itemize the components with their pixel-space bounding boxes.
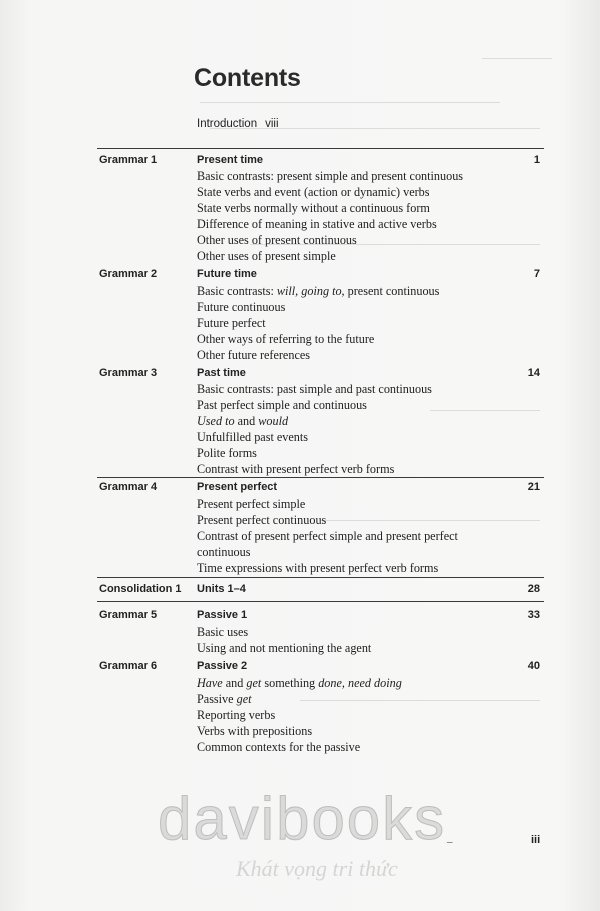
italic-text: would	[258, 414, 289, 428]
item-text: Verbs with prepositions	[197, 724, 313, 738]
section-page: 1	[533, 154, 540, 166]
show-through-line	[430, 410, 540, 411]
toc-item	[197, 201, 430, 216]
section-label: Grammar 4	[99, 481, 158, 493]
section-label: Grammar 1	[99, 154, 158, 166]
item-text: Other uses of present simple	[197, 249, 336, 263]
introduction-label: Introduction	[197, 118, 258, 130]
section-title: Units 1–4	[197, 583, 246, 595]
toc-item	[197, 625, 248, 640]
item-text: Polite forms	[197, 446, 257, 460]
section-label: Grammar 6	[99, 660, 158, 672]
item-text: Present perfect simple	[197, 497, 306, 511]
toc-item	[197, 169, 463, 184]
toc-item	[197, 740, 360, 755]
toc-item	[197, 446, 257, 461]
item-text: something	[261, 676, 319, 690]
toc-item	[197, 382, 432, 397]
section-divider	[97, 477, 544, 478]
toc-item	[197, 497, 305, 512]
section-page: 40	[527, 660, 540, 672]
italic-text: get	[236, 692, 252, 706]
toc-item	[197, 185, 430, 200]
item-text: Basic contrasts: past simple and past continuous	[197, 382, 432, 396]
item-text: Other ways of referring to the future	[197, 332, 375, 346]
section-page: 28	[527, 583, 540, 595]
italic-text: get	[246, 676, 262, 690]
item-text: State verbs normally without a continuous form	[197, 201, 430, 215]
item-text: Unfulfilled past events	[197, 430, 309, 444]
item-text: Past perfect simple and continuous	[197, 398, 367, 412]
page-title: Contents	[194, 64, 301, 92]
item-text: Contrast with present perfect verb forms	[197, 462, 395, 476]
item-text: Future perfect	[197, 316, 266, 330]
section-label: Grammar 3	[99, 367, 158, 379]
section-title: Present perfect	[197, 481, 278, 493]
toc-item	[197, 300, 285, 315]
toc-item	[197, 513, 326, 528]
item-text: Passive	[197, 692, 237, 706]
item-text: Present perfect continuous	[197, 513, 327, 527]
toc-item	[197, 414, 288, 429]
section-title: Past time	[197, 367, 246, 379]
watermark-tagline: Khát vọng tri thức	[236, 856, 398, 881]
toc-item	[197, 348, 310, 363]
item-text: Basic contrasts:	[197, 284, 277, 298]
toc-item	[197, 561, 438, 576]
italic-text: Have	[197, 676, 223, 690]
section-title: Present time	[197, 154, 264, 166]
item-text: State verbs and event (action or dynamic) verbs	[197, 185, 430, 199]
toc-item	[197, 316, 266, 331]
toc-item	[197, 430, 308, 445]
section-divider	[97, 601, 544, 602]
section-page: 7	[533, 268, 540, 280]
item-text: Using and not mentioning the agent	[197, 641, 372, 655]
show-through-line	[200, 102, 500, 103]
toc-item	[197, 708, 275, 723]
item-text: Difference of meaning in stative and active verbs	[197, 217, 437, 231]
toc-item	[197, 332, 374, 347]
ink-mark: –	[447, 836, 453, 848]
item-text: and	[234, 414, 259, 428]
item-text: Time expressions with present perfect verb forms	[197, 561, 439, 575]
item-text: continuous	[197, 545, 251, 559]
toc-item	[197, 545, 251, 560]
toc-item	[197, 676, 402, 691]
toc-item	[197, 529, 458, 544]
toc-item	[197, 462, 394, 477]
item-text: Contrast of present perfect simple and present perfect	[197, 529, 458, 543]
watermark-brand: davibooks	[158, 785, 447, 852]
item-text: Other future references	[197, 348, 311, 362]
toc-item	[197, 641, 371, 656]
toc-item	[197, 724, 312, 739]
section-label: Consolidation 1	[99, 583, 182, 595]
italic-text: done, need doing	[318, 676, 402, 690]
item-text: Basic contrasts: present simple and present continuous	[197, 169, 464, 183]
toc-item	[197, 692, 252, 707]
section-label: Grammar 5	[99, 609, 158, 621]
show-through-line	[482, 58, 552, 59]
italic-text: Used to	[197, 414, 235, 428]
item-text: present continuous	[344, 284, 440, 298]
section-label: Grammar 2	[99, 268, 158, 280]
introduction-entry	[197, 118, 279, 130]
item-text: Future continuous	[197, 300, 286, 314]
section-page: 33	[527, 609, 540, 621]
toc-item	[197, 249, 336, 264]
introduction-page: viii	[265, 118, 279, 130]
toc-item	[197, 284, 439, 299]
section-title: Future time	[197, 268, 257, 280]
section-page: 14	[527, 367, 540, 379]
toc-item	[197, 233, 357, 248]
item-text: Reporting verbs	[197, 708, 276, 722]
item-text: Common contexts for the passive	[197, 740, 361, 754]
section-title: Passive 1	[197, 609, 248, 621]
section-divider	[97, 148, 544, 149]
italic-text: will, going to,	[276, 284, 345, 298]
section-page: 21	[527, 481, 540, 493]
item-text: Basic uses	[197, 625, 249, 639]
item-text: Other uses of present continuous	[197, 233, 357, 247]
section-title: Passive 2	[197, 660, 248, 672]
item-text: and	[222, 676, 247, 690]
show-through-line	[320, 520, 540, 521]
toc-item	[197, 398, 367, 413]
toc-item	[197, 217, 437, 232]
page-number: iii	[531, 834, 541, 846]
show-through-line	[300, 700, 540, 701]
section-divider	[97, 577, 544, 578]
